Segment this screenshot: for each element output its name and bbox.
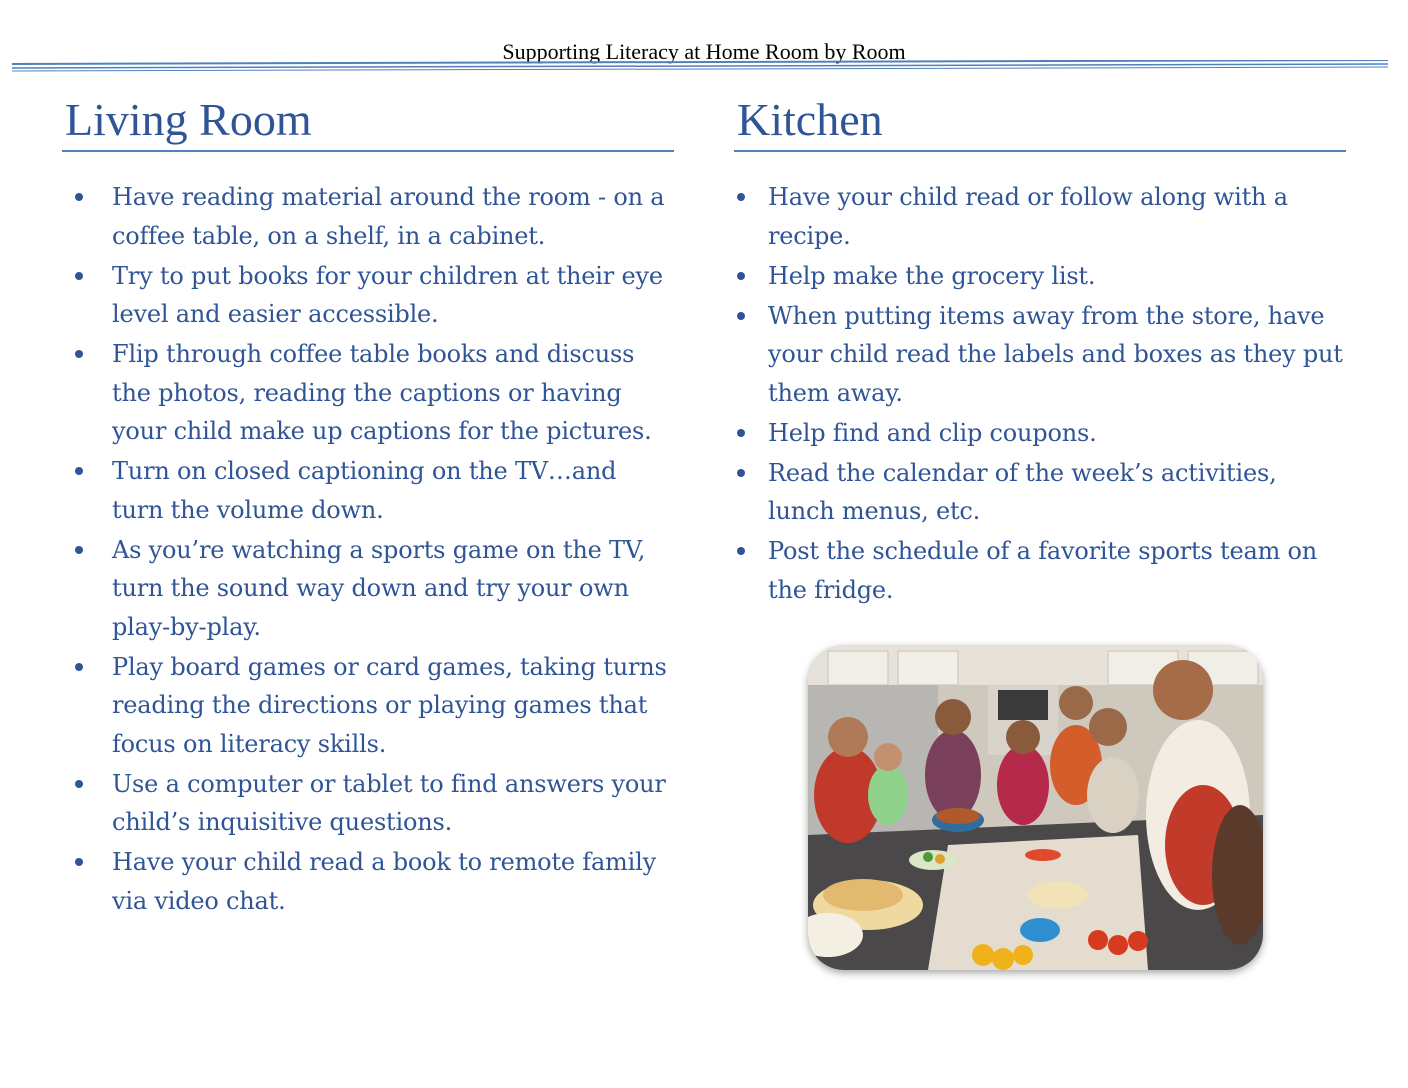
list-item-text: Have your child read a book to remote family via video chat. bbox=[112, 848, 656, 915]
list-item-text: As you’re watching a sports game on the TV, turn the sound way down and try your own play-by-play. bbox=[112, 535, 646, 641]
bullet-icon bbox=[75, 663, 83, 671]
bullet-icon bbox=[737, 469, 745, 477]
page-header-title: Supporting Literacy at Home Room by Room bbox=[502, 39, 906, 64]
list-item-text: Turn on closed captioning on the TV…and turn the volume down. bbox=[112, 457, 617, 524]
bullet-icon bbox=[75, 546, 83, 554]
list-item bbox=[734, 532, 1346, 609]
bullet-icon bbox=[75, 193, 83, 201]
list-item-text: Play board games or card games, taking turns reading the directions or playing games that focus on literacy skills. bbox=[112, 652, 667, 758]
kitchen-list bbox=[734, 178, 1346, 609]
list-item bbox=[62, 531, 674, 647]
list-item-text: Flip through coffee table books and discuss the photos, reading the captions or having your child make up captions for the pictures. bbox=[112, 340, 652, 445]
list-item bbox=[734, 178, 1346, 255]
list-item-text: Post the schedule of a favorite sports team on the fridge. bbox=[768, 537, 1318, 604]
list-item bbox=[734, 297, 1346, 413]
living-room-section bbox=[62, 92, 674, 922]
list-item bbox=[734, 454, 1346, 531]
bullet-icon bbox=[75, 858, 83, 866]
list-item bbox=[62, 765, 674, 842]
bullet-icon bbox=[75, 272, 83, 280]
family-cooking-photo bbox=[808, 645, 1263, 970]
bullet-icon bbox=[75, 350, 83, 358]
kitchen-section bbox=[734, 92, 1346, 611]
header-divider bbox=[12, 60, 1388, 74]
bullet-icon bbox=[737, 312, 745, 320]
list-item-text: Read the calendar of the week’s activities, lunch menus, etc. bbox=[768, 458, 1277, 525]
list-item-text: Help make the grocery list. bbox=[768, 261, 1096, 290]
living-room-heading: Living Room bbox=[62, 92, 674, 152]
kitchen-heading: Kitchen bbox=[734, 92, 1346, 152]
list-item bbox=[62, 335, 674, 451]
living-room-list bbox=[62, 178, 674, 920]
list-item-text: Try to put books for your children at their eye level and easier accessible. bbox=[112, 261, 663, 328]
list-item bbox=[734, 257, 1346, 296]
list-item-text: Use a computer or tablet to find answers your child’s inquisitive questions. bbox=[112, 769, 666, 836]
list-item bbox=[62, 178, 674, 255]
list-item bbox=[62, 843, 674, 920]
list-item bbox=[62, 257, 674, 334]
list-item bbox=[62, 452, 674, 529]
bullet-icon bbox=[75, 780, 83, 788]
bullet-icon bbox=[737, 193, 745, 201]
list-item-text: When putting items away from the store, have your child read the labels and boxes as they put them away. bbox=[768, 301, 1343, 407]
list-item bbox=[734, 414, 1346, 453]
bullet-icon bbox=[737, 547, 745, 555]
bullet-icon bbox=[737, 272, 745, 280]
bullet-icon bbox=[75, 467, 83, 475]
list-item-text: Have your child read or follow along with a recipe. bbox=[768, 183, 1288, 250]
list-item-text: Have reading material around the room - on a coffee table, on a shelf, in a cabinet. bbox=[112, 183, 665, 250]
list-item-text: Help find and clip coupons. bbox=[768, 418, 1097, 447]
bullet-icon bbox=[737, 429, 745, 437]
list-item bbox=[62, 648, 674, 764]
